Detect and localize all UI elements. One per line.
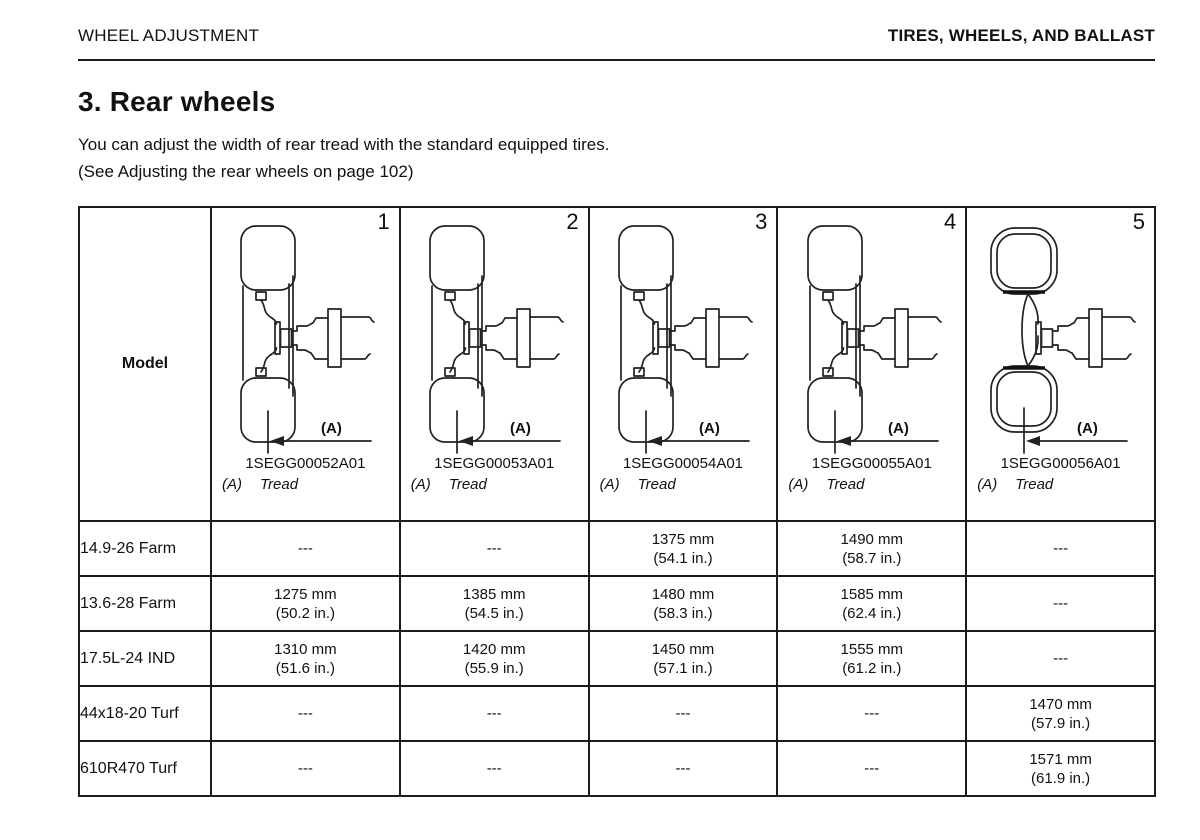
tread-value: --- bbox=[966, 631, 1155, 686]
tread-value: 1275 mm (50.2 in.) bbox=[211, 576, 400, 631]
diagram-caption bbox=[967, 472, 1154, 493]
tread-arrow-label: (A) bbox=[1076, 420, 1098, 437]
tread-value: 1585 mm (62.4 in.) bbox=[777, 576, 966, 631]
rear-wheel-tread-table bbox=[78, 206, 1156, 797]
tread-value: --- bbox=[589, 686, 778, 741]
tread-value: --- bbox=[400, 521, 589, 576]
section-title: 3. Rear wheels bbox=[78, 86, 276, 117]
part-number: 1SEGG00054A01 bbox=[622, 455, 744, 472]
table-row bbox=[79, 576, 1155, 631]
tread-value: 1490 mm (58.7 in.) bbox=[777, 521, 966, 576]
table-row bbox=[79, 686, 1155, 741]
table-row bbox=[79, 741, 1155, 796]
wheel-diagram-standard-icon bbox=[787, 220, 957, 455]
caption-key: (A) bbox=[410, 476, 431, 493]
wheel-diagram-turf-icon bbox=[976, 220, 1146, 455]
tread-value: 1420 mm (55.9 in.) bbox=[400, 631, 589, 686]
part-number: 1SEGG00056A01 bbox=[1000, 455, 1121, 472]
wheel-diagram-standard-icon bbox=[409, 220, 579, 455]
config-column-1 bbox=[211, 207, 400, 521]
tread-value: --- bbox=[777, 686, 966, 741]
diagram-caption bbox=[590, 472, 777, 493]
caption-value: Tread bbox=[1015, 476, 1054, 493]
table-row bbox=[79, 631, 1155, 686]
config-column-2 bbox=[400, 207, 589, 521]
caption-key: (A) bbox=[222, 476, 242, 493]
part-number: 1SEGG00052A01 bbox=[245, 455, 366, 472]
tread-value: 1571 mm (61.9 in.) bbox=[966, 741, 1155, 796]
caption-value: Tread bbox=[637, 476, 676, 493]
caption-value: Tread bbox=[260, 476, 299, 493]
diagram-number: 1 bbox=[377, 209, 390, 234]
tread-value: --- bbox=[211, 741, 400, 796]
table-row bbox=[79, 521, 1155, 576]
tread-value: 1555 mm (61.2 in.) bbox=[777, 631, 966, 686]
tread-value: --- bbox=[400, 686, 589, 741]
part-number: 1SEGG00053A01 bbox=[434, 455, 555, 472]
intro-text bbox=[78, 131, 1155, 185]
table-header-row bbox=[79, 207, 1155, 521]
caption-key: (A) bbox=[599, 476, 620, 493]
tread-value: 1385 mm (54.5 in.) bbox=[400, 576, 589, 631]
tread-arrow-label: (A) bbox=[321, 420, 343, 437]
model-name: 13.6-28 Farm bbox=[79, 576, 211, 631]
tread-value: --- bbox=[589, 741, 778, 796]
tread-value: 1375 mm (54.1 in.) bbox=[589, 521, 778, 576]
diagram-number: 4 bbox=[943, 209, 957, 234]
tread-value: 1470 mm (57.9 in.) bbox=[966, 686, 1155, 741]
model-name: 44x18-20 Turf bbox=[79, 686, 211, 741]
diagram-caption bbox=[212, 472, 399, 493]
caption-key: (A) bbox=[788, 476, 809, 493]
diagram-caption bbox=[778, 472, 965, 493]
caption-key: (A) bbox=[977, 476, 998, 493]
diagram-number: 5 bbox=[1132, 209, 1145, 234]
config-column-4 bbox=[777, 207, 966, 521]
caption-value: Tread bbox=[448, 476, 487, 493]
model-name: 17.5L-24 IND bbox=[79, 631, 211, 686]
tread-value: 1480 mm (58.3 in.) bbox=[589, 576, 778, 631]
diagram-caption bbox=[401, 472, 588, 493]
tread-arrow-label: (A) bbox=[510, 420, 532, 437]
tread-value: --- bbox=[211, 686, 400, 741]
model-name: 610R470 Turf bbox=[79, 741, 211, 796]
config-column-3 bbox=[589, 207, 778, 521]
running-header bbox=[78, 26, 1155, 46]
tread-value: --- bbox=[777, 741, 966, 796]
tread-value: --- bbox=[966, 521, 1155, 576]
tread-value: --- bbox=[400, 741, 589, 796]
tread-value: 1310 mm (51.6 in.) bbox=[211, 631, 400, 686]
tread-arrow-label: (A) bbox=[887, 420, 909, 437]
intro-line-1: You can adjust the width of rear tread with the standard equipped tires. bbox=[78, 135, 610, 154]
wheel-diagram-standard-icon bbox=[220, 220, 390, 455]
model-name: 14.9-26 Farm bbox=[79, 521, 211, 576]
diagram-number: 3 bbox=[755, 209, 768, 234]
tread-value: --- bbox=[966, 576, 1155, 631]
config-column-5 bbox=[966, 207, 1155, 521]
intro-line-2: (See Adjusting the rear wheels on page 102) bbox=[78, 162, 414, 181]
running-header-left: WHEEL ADJUSTMENT bbox=[78, 26, 260, 45]
model-header-cell: Model bbox=[79, 207, 211, 521]
part-number: 1SEGG00055A01 bbox=[811, 455, 932, 472]
tread-value: 1450 mm (57.1 in.) bbox=[589, 631, 778, 686]
wheel-diagram-standard-icon bbox=[598, 220, 768, 455]
tread-arrow-label: (A) bbox=[698, 420, 720, 437]
header-divider bbox=[78, 59, 1155, 61]
tread-value: --- bbox=[211, 521, 400, 576]
diagram-number: 2 bbox=[566, 209, 579, 234]
running-header-right: TIRES, WHEELS, AND BALLAST bbox=[887, 26, 1155, 45]
caption-value: Tread bbox=[826, 476, 865, 493]
